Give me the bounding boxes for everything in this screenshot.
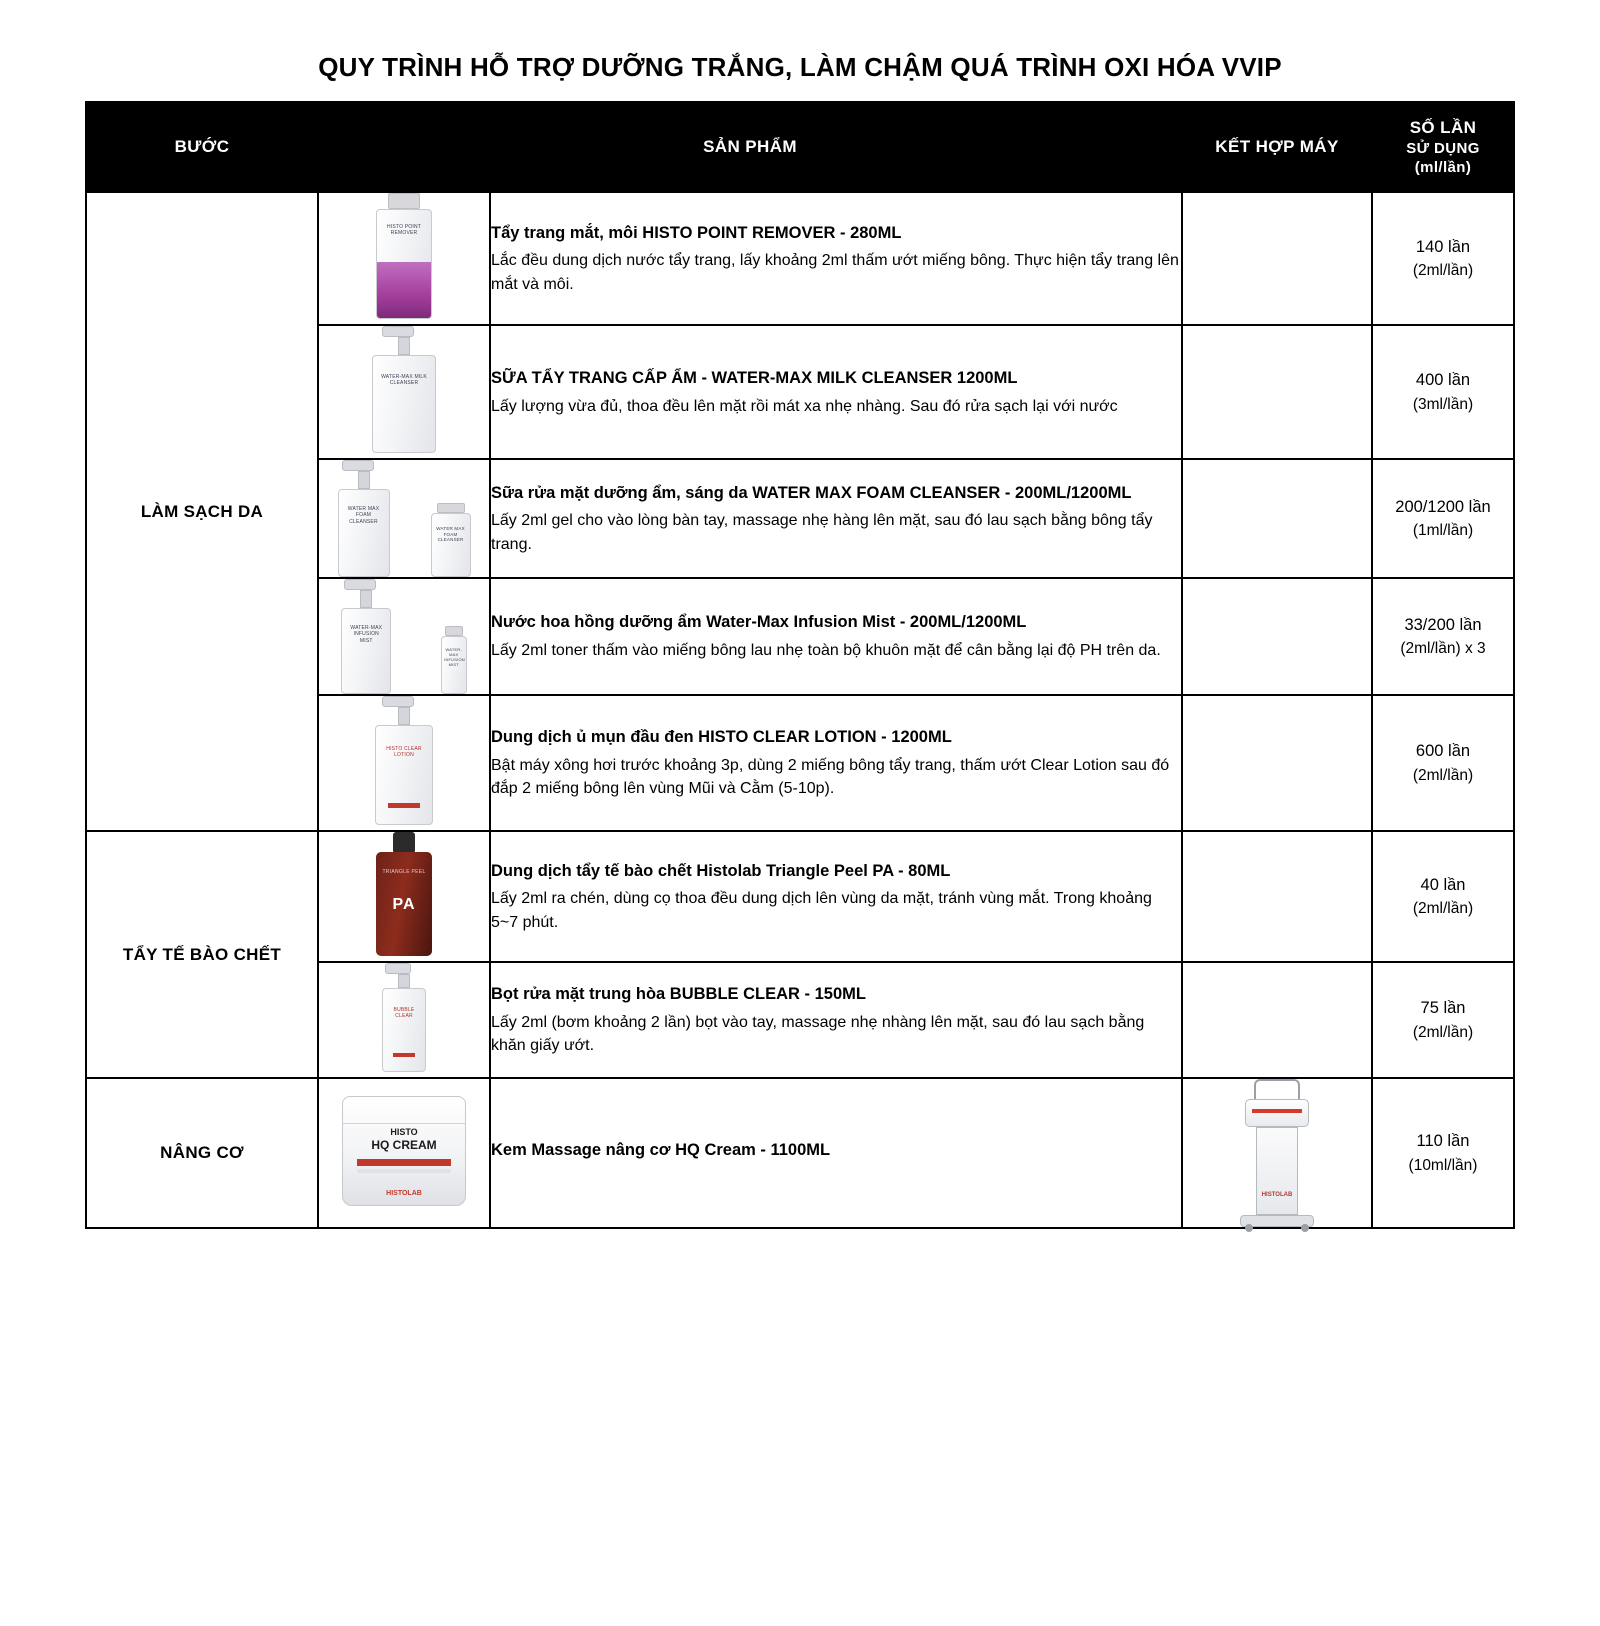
product-image-point-remover xyxy=(318,192,490,325)
times-cell xyxy=(1372,325,1514,459)
times-value: 75 lần xyxy=(1420,999,1466,1018)
product-name: Sữa rửa mặt dưỡng ẩm, sáng da WATER MAX FOAM CLEANSER - 200ML/1200ML xyxy=(491,483,1132,502)
times-cell xyxy=(1372,695,1514,831)
times-cell xyxy=(1372,962,1514,1078)
product-image-hq-cream xyxy=(318,1078,490,1228)
product-name: Dung dịch tẩy tế bào chết Histolab Triangle Peel PA - 80ML xyxy=(491,861,951,880)
product-label-brand: HISTO xyxy=(390,1126,418,1137)
machine-cell xyxy=(1182,578,1372,695)
product-name: Kem Massage nâng cơ HQ Cream - 1100ML xyxy=(491,1141,831,1160)
times-detail: (2ml/lần) xyxy=(1412,900,1474,918)
product-name: Tẩy trang mắt, môi HISTO POINT REMOVER - 280ML xyxy=(491,223,902,242)
machine-cell xyxy=(1182,695,1372,831)
product-name: SỮA TẨY TRANG CẤP ẨM - WATER-MAX MILK CLEANSER 1200ML xyxy=(491,368,1018,387)
times-cell xyxy=(1372,459,1514,578)
step-cell-lifting: NÂNG CƠ xyxy=(86,1078,318,1228)
product-description-cell xyxy=(490,325,1182,459)
times-value: 40 lần xyxy=(1420,875,1466,894)
bottle-pump-white-icon xyxy=(372,326,436,453)
bottle-pump-and-tube-icon xyxy=(319,460,489,577)
product-label-text-small: WATER MAX FOAM CLEANSER xyxy=(436,526,465,543)
times-value: 110 lần xyxy=(1416,1132,1470,1151)
times-detail: (2ml/lần) xyxy=(1412,1023,1474,1041)
table-body xyxy=(86,192,1514,1228)
times-value: 600 lần xyxy=(1415,742,1471,761)
product-usage: Lấy 2ml gel cho vào lòng bàn tay, massage nhẹ hàng lên mặt, sau đó lau sạch bằng bông tẩy trang. xyxy=(491,512,1153,553)
times-cell xyxy=(1372,578,1514,695)
product-name: Nước hoa hồng dưỡng ẩm Water-Max Infusion Mist - 200ML/1200ML xyxy=(491,613,1027,632)
times-detail: (1ml/lần) xyxy=(1412,522,1474,540)
product-label-pa: PA xyxy=(392,895,416,913)
times-cell xyxy=(1372,1078,1514,1228)
bottle-purple-toner-icon xyxy=(376,193,432,319)
product-usage: Lấy lượng vừa đủ, thoa đều lên mặt rồi mát xa nhẹ nhàng. Sau đó rửa sạch lại với nước xyxy=(491,397,1118,415)
product-description-cell xyxy=(490,1078,1182,1228)
product-label-text-small: WATER-MAX INFUSION MIST xyxy=(444,647,465,668)
jar-hq-cream-icon xyxy=(342,1096,466,1206)
times-value: 33/200 lần xyxy=(1404,615,1482,634)
product-label-text: WATER-MAX INFUSION MIST xyxy=(350,625,383,644)
times-value: 200/1200 lần xyxy=(1395,497,1491,516)
process-table xyxy=(85,101,1515,1229)
header-step: BƯỚC xyxy=(86,102,318,192)
bottle-pump-and-small-icon xyxy=(319,579,489,694)
header-product: SẢN PHẨM xyxy=(318,102,1182,192)
table-row xyxy=(86,1078,1514,1228)
header-machine: KẾT HỢP MÁY xyxy=(1182,102,1372,192)
product-label-text: WATER-MAX MILK CLEANSER xyxy=(381,374,427,387)
product-description-cell xyxy=(490,459,1182,578)
times-detail: (10ml/lần) xyxy=(1408,1156,1478,1174)
machine-cell xyxy=(1182,325,1372,459)
table-header xyxy=(86,102,1514,192)
product-image-foam-cleanser xyxy=(318,459,490,578)
table-header-row xyxy=(86,102,1514,192)
product-description-cell xyxy=(490,695,1182,831)
header-times-line2: SỬ DỤNG xyxy=(1406,140,1480,158)
product-label-text: BUBBLE CLEAR xyxy=(393,1007,415,1020)
machine-device-icon xyxy=(1238,1079,1316,1227)
product-image-bubble-clear xyxy=(318,962,490,1078)
product-name: Dung dịch ủ mụn đầu đen HISTO CLEAR LOTION - 1200ML xyxy=(491,728,952,747)
product-image-infusion-mist xyxy=(318,578,490,695)
step-cell-cleansing: LÀM SẠCH DA xyxy=(86,192,318,831)
times-detail: (2ml/lần) x 3 xyxy=(1400,640,1486,658)
machine-label: HISTOLAB xyxy=(1261,1192,1293,1199)
machine-cell xyxy=(1182,962,1372,1078)
header-times-line1: SỐ LẦN xyxy=(1409,118,1477,138)
product-description-cell xyxy=(490,578,1182,695)
times-cell xyxy=(1372,192,1514,325)
times-detail: (3ml/lần) xyxy=(1412,395,1474,413)
times-detail: (2ml/lần) xyxy=(1412,766,1474,784)
machine-cell xyxy=(1182,831,1372,962)
bottle-clear-lotion-icon xyxy=(375,696,433,825)
product-name: Bọt rửa mặt trung hòa BUBBLE CLEAR - 150ML xyxy=(491,985,866,1004)
product-label-text: HISTO POINT REMOVER xyxy=(386,224,422,237)
bottle-amber-dropper-pa-icon xyxy=(376,832,432,956)
product-usage: Lấy 2ml ra chén, dùng cọ thoa đều dung dịch lên vùng da mặt, tránh vùng mắt. Trong khoảng 5~7 phút. xyxy=(491,890,1152,931)
page-title: QUY TRÌNH HỖ TRỢ DƯỠNG TRẮNG, LÀM CHẬM QUÁ TRÌNH OXI HÓA VVIP xyxy=(318,52,1282,82)
product-label-text-small: TRIANGLE PEEL xyxy=(382,868,426,875)
product-usage: Lấy 2ml (bơm khoảng 2 lần) bọt vào tay, massage nhẹ nhàng lên mặt, sau đó lau sạch bằng khăn giấy ướt. xyxy=(491,1013,1145,1055)
product-description-cell xyxy=(490,962,1182,1078)
product-description-cell xyxy=(490,192,1182,325)
header-times-line3: (ml/lần) xyxy=(1414,159,1472,177)
times-value: 140 lần xyxy=(1415,237,1471,256)
table-row xyxy=(86,192,1514,325)
machine-cell xyxy=(1182,459,1372,578)
product-usage: Lấy 2ml toner thấm vào miếng bông lau nhẹ toàn bộ khuôn mặt để cân bằng lại độ PH trên da. xyxy=(491,642,1161,660)
table-row xyxy=(86,831,1514,962)
bottle-bubble-clear-icon xyxy=(382,963,426,1072)
times-value: 400 lần xyxy=(1415,371,1471,390)
product-image-triangle-peel xyxy=(318,831,490,962)
product-usage: Bật máy xông hơi trước khoảng 3p, dùng 2 miếng bông tẩy trang, thấm ướt Clear Lotion sau đó đắp 2 miếng bông lên vùng Mũi và Cằm (5-10p). xyxy=(491,756,1170,798)
product-label-text: WATER MAX FOAM CLEANSER xyxy=(347,506,380,525)
machine-cell xyxy=(1182,1078,1372,1228)
step-cell-exfoliation: TẨY TẾ BÀO CHẾT xyxy=(86,831,318,1078)
product-image-clear-lotion xyxy=(318,695,490,831)
header-times xyxy=(1372,102,1514,192)
product-label-text: HISTO CLEAR LOTION xyxy=(386,746,422,759)
product-image-milk-cleanser xyxy=(318,325,490,459)
times-cell xyxy=(1372,831,1514,962)
product-label-name: HQ CREAM xyxy=(371,1137,437,1152)
product-label-mark: HISTOLAB xyxy=(386,1189,422,1197)
machine-cell xyxy=(1182,192,1372,325)
product-description-cell xyxy=(490,831,1182,962)
times-detail: (2ml/lần) xyxy=(1412,262,1474,280)
product-usage: Lắc đều dung dịch nước tẩy trang, lấy khoảng 2ml thấm ướt miếng bông. Thực hiện tẩy trang lên mắt và môi. xyxy=(491,252,1179,293)
